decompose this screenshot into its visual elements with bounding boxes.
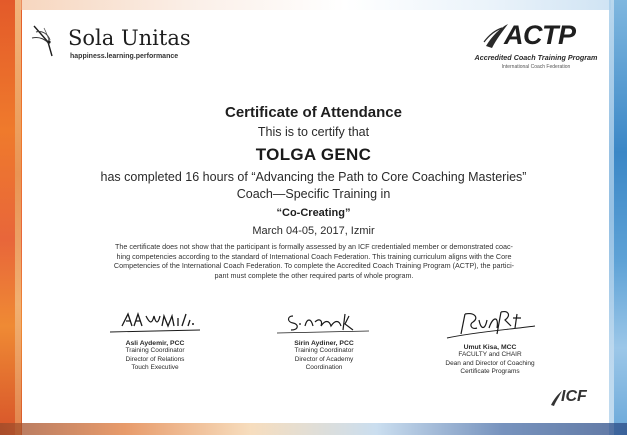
actp-logo: [472, 22, 602, 78]
signatory-title: Director of Relations: [125, 355, 185, 363]
actp-organization: International Coach Federation: [501, 64, 571, 70]
sola-unitas-logo: [30, 22, 200, 66]
signatory-title: Coordination: [305, 364, 343, 372]
signatory-name: Asli Aydemir, PCC: [125, 340, 185, 347]
disclaimer-line: pant must complete the other required parts of whole program.: [214, 270, 414, 280]
disclaimer-line: The certificate does not show that the participant is formally assessed by an ICF credentialed member or demonstrated coac-: [115, 242, 513, 251]
signatory-title: Director of Academy: [294, 355, 354, 363]
actp-name: ACTP: [504, 20, 576, 50]
signatory-title: Touch Executive: [131, 364, 179, 372]
signatory-block: [420, 308, 560, 377]
handwritten-signature: [100, 308, 210, 338]
training-type: Coach—Specific Training in: [236, 187, 391, 201]
disclaimer-line: Competencies of the International Coach Federation. To complete the Accredited Coach Training Program (ACTP), the partici-: [113, 261, 515, 271]
signatory-name: Umut Kisa, MCC: [463, 344, 517, 351]
disclaimer-paragraph: [64, 242, 564, 280]
signatory-title: Training Coordinator: [125, 347, 185, 354]
icf-logo: [549, 388, 599, 408]
certify-line: This is to certify that: [257, 125, 370, 139]
signatory-title: Dean and Director of Coaching: [445, 359, 535, 367]
top-border-strip: [20, 0, 611, 10]
handwritten-signature: [269, 308, 379, 338]
actp-subtitle: Accredited Coach Training Program: [474, 53, 598, 62]
signatory-title: FACULTY and CHAIR: [458, 351, 522, 358]
dragonfly-icon: [30, 22, 66, 62]
signatory-block: [254, 308, 394, 373]
sola-unitas-tagline: happiness.learning.performance: [70, 53, 179, 60]
signatory-title: Certificate Programs: [460, 368, 520, 376]
bottom-border-strip: [0, 423, 627, 435]
signatory-block: [85, 308, 225, 373]
training-date-location: March 04-05, 2017, Izmir: [252, 225, 375, 237]
left-ribbon-highlight: [15, 0, 21, 435]
icf-name: ICF: [561, 388, 587, 405]
signatory-title: Training Coordinator: [294, 347, 354, 354]
recipient-name: TOLGA GENC: [255, 145, 372, 164]
signatory-name: Sirin Aydiner, PCC: [294, 340, 354, 347]
right-ribbon-highlight: [609, 0, 614, 435]
certificate-title: Certificate of Attendance: [225, 104, 402, 121]
program-name: “Co-Creating”: [276, 207, 351, 219]
disclaimer-line: hing competencies according to the standard of International Coach Federation. This training curriculum aligns with the Core: [116, 251, 512, 261]
completion-statement: has completed 16 hours of “Advancing the Path to Core Coaching Masteries”: [100, 170, 527, 184]
handwritten-signature: [435, 308, 545, 342]
sola-unitas-name: Sola Unitas: [68, 26, 191, 50]
